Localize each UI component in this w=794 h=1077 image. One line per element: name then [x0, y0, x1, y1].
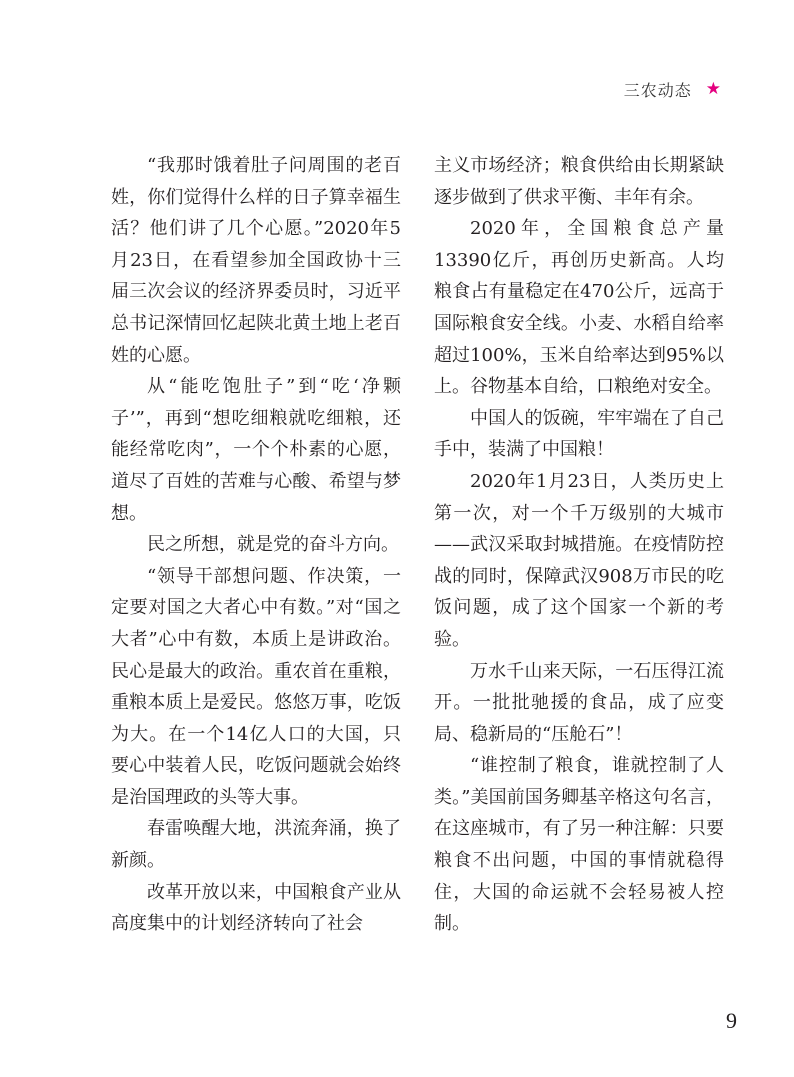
- running-header: [624, 78, 722, 101]
- paragraph: 万水千山来天际，一石压得江流开。一批批驰援的食品，成了应变局、稳新局的“压舱石”！: [434, 660, 724, 745]
- paragraph: 2020年1月23日，人类历史上第一次，对一个千万级别的大城市——武汉采取封城措施。在疫情防控战的同时，保障武汉908万市民的吃饭问题，成了这个国家一个新的考验。: [434, 470, 724, 650]
- paragraph: “领导干部想问题、作决策，一定要对国之大者心中有数。”对“国之大者”心中有数，本质上是讲政治。民心是最大的政治。重农首在重粮，重粮本质上是爱民。悠悠万事，吃饭为大。在一个14亿人口的大国，只要心中装着人民，吃饭问题就会始终是治国理政的头等大事。: [111, 565, 401, 808]
- star-icon: ★: [705, 79, 722, 99]
- page-number: 9: [726, 1008, 737, 1033]
- left-column: [111, 150, 401, 940]
- paragraph: 改革开放以来，中国粮食产业从高度集中的计划经济转向了社会: [111, 881, 401, 935]
- paragraph: “谁控制了粮食，谁就控制了人类。”美国前国务卿基辛格这句名言，在这座城市，有了另一种注解：只要粮食不出问题，中国的事情就稳得住，大国的命运就不会轻易被人控制。: [434, 755, 724, 935]
- paragraph-continuation: 主义市场经济；粮食供给由长期紧缺逐步做到了供求平衡、丰年有余。: [434, 155, 724, 208]
- paragraph: 从“能吃饱肚子”到“吃‘净颗子’”，再到“想吃细粮就吃细粮，还能经常吃肉”，一个个朴素的心愿，道尽了百姓的苦难与心酸、希望与梦想。: [111, 376, 401, 524]
- paragraph: 民之所想，就是党的奋斗方向。: [147, 534, 399, 556]
- paragraph: 2020年，全国粮食总产量13390亿斤，再创历史新高。人均粮食占有量稳定在470公斤，远高于国际粮食安全线。小麦、水稻自给率超过100%，玉米自给率达到95%以上。谷物基本自给，口粮绝对安全。: [434, 218, 724, 398]
- right-column: [434, 150, 724, 940]
- paragraph: 中国人的饭碗，牢牢端在了自己手中，装满了中国粮！: [434, 407, 724, 461]
- section-title: 三农动态: [623, 81, 692, 100]
- paragraph: 春雷唤醒大地，洪流奔涌，换了新颜。: [111, 818, 401, 872]
- paragraph: “我那时饿着肚子问周围的老百姓，你们觉得什么样的日子算幸福生活？他们讲了几个心愿。”2020年5月23日，在看望参加全国政协十三届三次会议的经济界委员时，习近平总书记深情回忆起陕北黄土地上老百姓的心愿。: [111, 155, 401, 366]
